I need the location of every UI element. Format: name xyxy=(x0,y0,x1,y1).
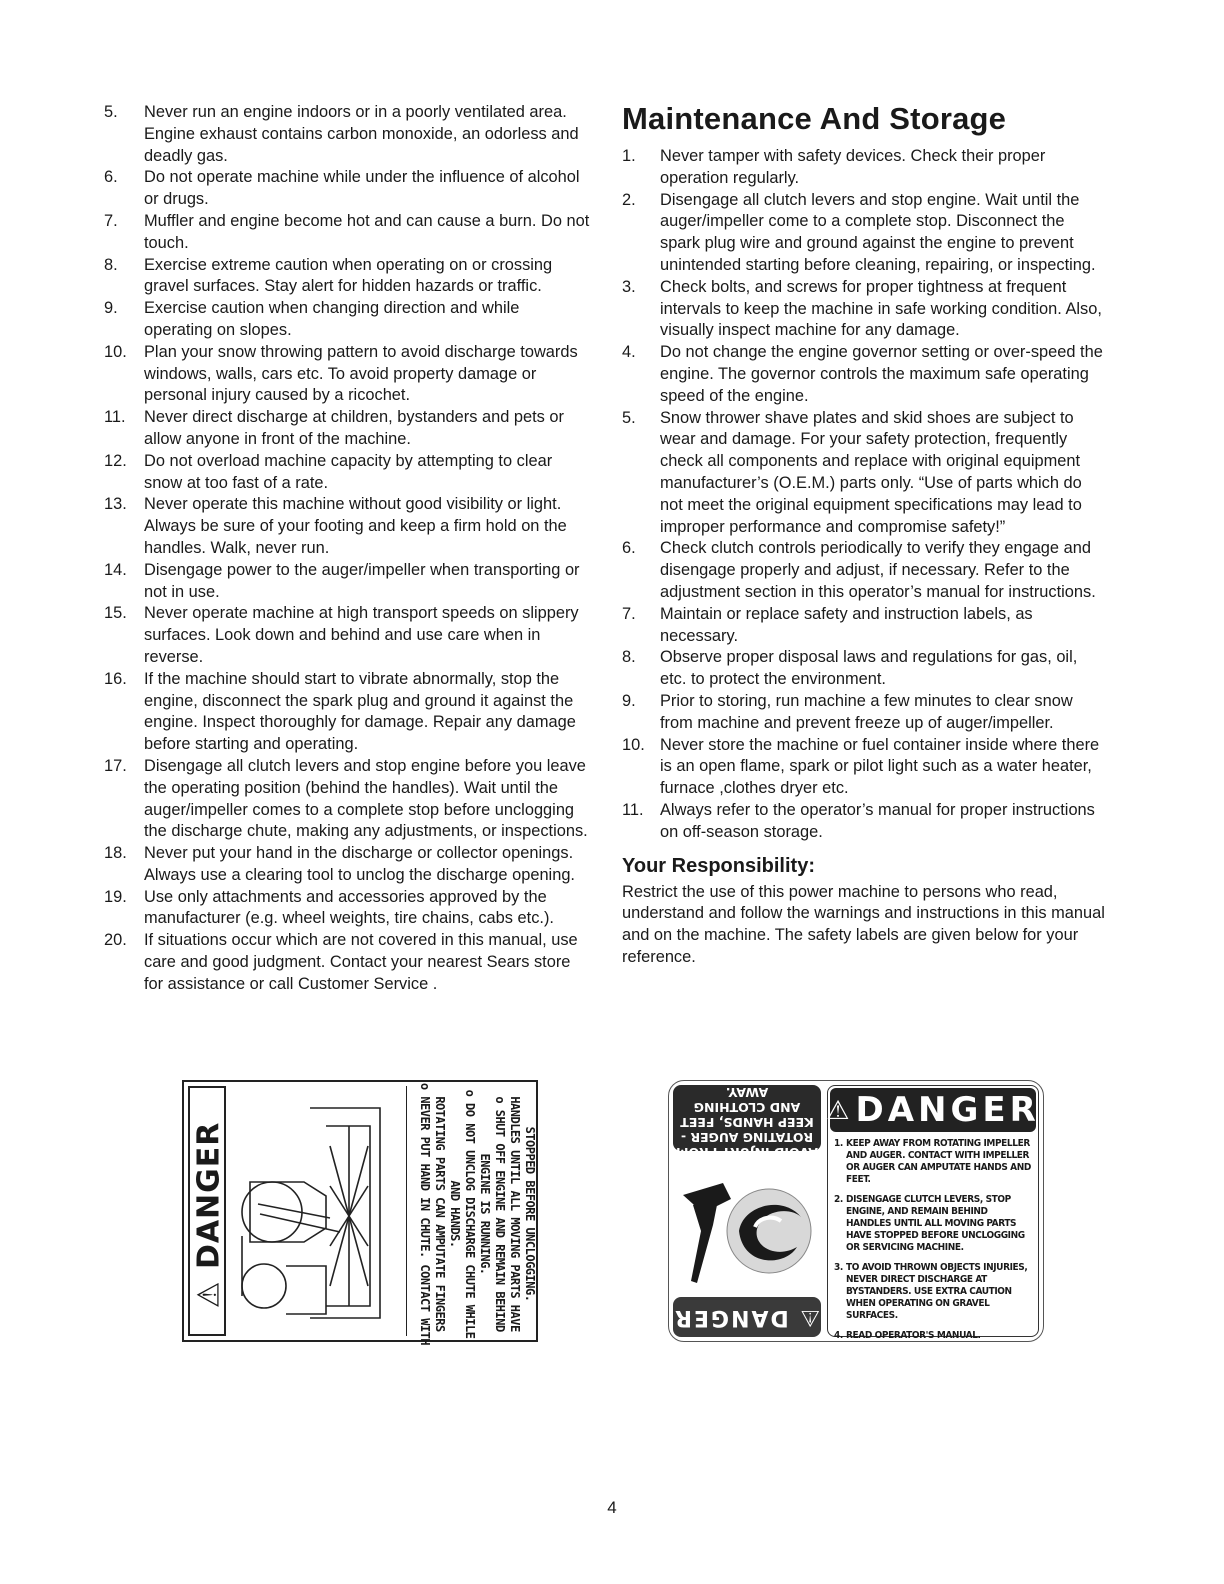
label-warning-line: o NEVER PUT HAND IN CHUTE. CONTACT WITH xyxy=(418,1082,432,1346)
label-warning-text xyxy=(410,1082,537,1346)
label-instructions-list xyxy=(834,1138,1034,1350)
label-warning-line: ROTATING PARTS CAN AMPUTATE FINGERS xyxy=(433,1096,447,1332)
item-number: 13. xyxy=(104,495,127,514)
label-instruction-number: 4. xyxy=(834,1330,843,1341)
mirrored-danger-text: ⚠ DANGER xyxy=(673,1304,821,1330)
label-instruction xyxy=(834,1138,1034,1186)
maintenance-item xyxy=(622,647,1106,691)
item-text: Muffler and engine become hot and can cause a burn. Do not touch. xyxy=(144,211,590,252)
responsibility-heading: Your Responsibility: xyxy=(622,854,815,877)
item-text: Disengage all clutch levers and stop engine. Wait until the auger/impeller come to a complete stop. Disconnect the spark plug wire and ground against the engine to prevent unintended starting before cleaning, repairing, or inspecting. xyxy=(660,190,1096,274)
maintenance-item xyxy=(622,735,1106,800)
mirrored-warning xyxy=(673,1085,821,1160)
label-instruction-number: 1. xyxy=(834,1138,843,1149)
item-number: 4. xyxy=(622,343,636,362)
item-text: Disengage all clutch levers and stop engine before you leave the operating position (behind the handles). Wait until the auger/impeller comes to a complete stop before unclogging the discharge chute, making any adjustments, or inspections. xyxy=(144,756,588,841)
responsibility-text: Restrict the use of this power machine to persons who read, understand and follow the warnings and instructions in this manual and on the machine. The safety labels are given below for your reference. xyxy=(622,882,1105,966)
safety-rules-list xyxy=(104,102,590,996)
label-instruction-number: 3. xyxy=(834,1262,843,1273)
label-warning-line: STOPPED BEFORE UNCLOGGING. xyxy=(523,1126,537,1302)
item-number: 16. xyxy=(104,669,127,688)
danger-banner xyxy=(826,1088,1040,1132)
item-text: Always refer to the operator’s manual for proper instructions on off-season storage. xyxy=(660,800,1095,841)
mirrored-danger-banner xyxy=(673,1297,821,1337)
danger-label-chute xyxy=(182,1080,538,1346)
item-number: 20. xyxy=(104,931,127,950)
item-number: 11. xyxy=(622,800,644,819)
item-text: Check bolts, and screws for proper tightness at frequent intervals to keep the machine in safe working condition. Also, visually inspect machine for any damage. xyxy=(660,277,1102,340)
mirrored-warning-text: AVOID INJURY FROM ROTATING AUGER - KEEP HANDS, FEET AND CLOTHING AWAY. xyxy=(676,1085,818,1160)
item-text: Check clutch controls periodically to verify they engage and disengage properly and adjust, if necessary. Refer to the adjustment section in this operator’s manual for instructions. xyxy=(660,539,1096,601)
item-number: 8. xyxy=(622,648,636,667)
item-text: If the machine should start to vibrate abnormally, stop the engine, disconnect the spark plug and ground it against the engine. Inspect thoroughly for damage. Repair any damage before starting and operating. xyxy=(144,669,576,754)
label-instruction xyxy=(834,1262,1034,1322)
item-text: Observe proper disposal laws and regulations for gas, oil, etc. to protect the environment. xyxy=(660,648,1078,689)
safety-rule-item xyxy=(104,560,590,604)
item-text: Never store the machine or fuel container inside where there is an open flame, spark or pilot light such as a water heater, furnace ,clothes dryer etc. xyxy=(660,735,1100,798)
item-text: Do not change the engine governor setting or over-speed the engine. The governor controls the maximum safe operating speed of the engine. xyxy=(660,343,1103,405)
item-number: 3. xyxy=(622,277,636,296)
danger-word-vertical: ⚠ DANGER xyxy=(191,1121,227,1309)
label-instruction-number: 2. xyxy=(834,1194,843,1205)
item-number: 9. xyxy=(104,299,118,318)
item-number: 2. xyxy=(622,190,636,209)
item-text: Do not operate machine while under the influence of alcohol or drugs. xyxy=(144,168,580,209)
item-number: 7. xyxy=(104,211,118,230)
label-instruction xyxy=(834,1194,1034,1254)
maintenance-item xyxy=(622,146,1106,190)
maintenance-item xyxy=(622,800,1106,844)
snowthrower-chute-illustration xyxy=(230,1086,407,1336)
item-text: Prior to storing, run machine a few minutes to clear snow from machine and prevent freeze up of auger/impeller. xyxy=(660,691,1073,732)
item-number: 18. xyxy=(104,844,127,863)
item-number: 8. xyxy=(104,255,118,274)
label-warning-line: ENGINE IS RUNNING. xyxy=(478,1153,492,1275)
item-text: Maintain or replace safety and instruction labels, as necessary. xyxy=(660,604,1033,645)
item-number: 12. xyxy=(104,451,127,470)
safety-rule-item xyxy=(104,255,590,299)
item-text: Do not overload machine capacity by attempting to clear snow at too fast of a rate. xyxy=(144,451,553,492)
item-text: If situations occur which are not covered in this manual, use care and good judgment. Contact your nearest Sears store for assistance or call Customer Service . xyxy=(144,931,578,993)
item-number: 5. xyxy=(104,103,118,121)
item-text: Never tamper with safety devices. Check their proper operation regularly. xyxy=(660,147,1046,187)
page-number: 4 xyxy=(607,1498,617,1517)
item-text: Disengage power to the auger/impeller when transporting or not in use. xyxy=(144,560,580,601)
label-right-panel xyxy=(826,1085,1040,1341)
item-text: Never operate machine at high transport speeds on slippery surfaces. Look down and behind and use care when in reverse. xyxy=(144,604,579,666)
maintenance-item xyxy=(622,408,1106,539)
safety-rule-item xyxy=(104,342,590,407)
item-number: 1. xyxy=(622,147,636,165)
auger-hand-pictogram xyxy=(673,1155,821,1295)
safety-rule-item xyxy=(104,102,590,167)
item-number: 15. xyxy=(104,604,127,623)
label-warning-line: o SHUT OFF ENGINE AND REMAIN BEHIND xyxy=(493,1096,507,1332)
safety-rule-item xyxy=(104,298,590,342)
item-number: 10. xyxy=(622,735,645,754)
label-left-panel xyxy=(673,1085,821,1337)
safety-rule-item xyxy=(104,167,590,211)
safety-rule-item xyxy=(104,211,590,255)
item-text: Plan your snow throwing pattern to avoid discharge towards windows, walls, cars etc. To avoid property damage or personal injury caused by a ricochet. xyxy=(144,342,578,405)
left-column xyxy=(104,102,590,996)
safety-rule-item xyxy=(104,843,590,887)
right-column xyxy=(622,100,1106,969)
warning-triangle-icon: ⚠ xyxy=(826,1094,850,1125)
danger-label-impeller xyxy=(668,1080,1044,1342)
safety-rule-item xyxy=(104,930,590,995)
label-instruction-text: TO AVOID THROWN OBJECTS INJURIES, NEVER DIRECT DISCHARGE AT BYSTANDERS. USE EXTRA CAUTION WHEN OPERATING ON GRAVEL SURFACES. xyxy=(846,1262,1028,1321)
danger-word: DANGER xyxy=(855,1090,1040,1130)
safety-rule-item xyxy=(104,603,590,668)
item-number: 7. xyxy=(622,604,636,623)
item-text: Exercise extreme caution when operating on or crossing gravel surfaces. Stay alert for hidden hazards or traffic. xyxy=(144,255,553,296)
safety-rule-item xyxy=(104,756,590,843)
item-number: 5. xyxy=(622,408,636,427)
item-text: Exercise caution when changing direction and while operating on slopes. xyxy=(144,299,520,339)
maintenance-item xyxy=(622,277,1106,342)
item-number: 19. xyxy=(104,887,127,906)
item-number: 17. xyxy=(104,756,127,775)
maintenance-item xyxy=(622,538,1106,603)
label-instruction xyxy=(834,1330,1034,1342)
maintenance-item xyxy=(622,190,1106,277)
safety-rule-item xyxy=(104,887,590,931)
item-text: Never run an engine indoors or in a poorly ventilated area. Engine exhaust contains carbon monoxide, an odorless and deadly gas. xyxy=(144,103,579,165)
item-number: 9. xyxy=(622,691,636,710)
maintenance-item xyxy=(622,691,1106,735)
item-number: 10. xyxy=(104,342,127,361)
label-instruction-text: DISENGAGE CLUTCH LEVERS, STOP ENGINE, AND REMAIN BEHIND HANDLES UNTIL ALL MOVING PARTS HAVE STOPPED BEFORE UNCLOGGING OR SERVICING MACHINE. xyxy=(846,1194,1025,1253)
maintenance-title: Maintenance And Storage xyxy=(622,101,1007,136)
item-number: 6. xyxy=(104,168,118,187)
item-text: Snow thrower shave plates and skid shoes are subject to wear and damage. For your safety protection, frequently check all components and replace with original equipment manufacturer’s (O.E.M.) parts only. “Use of parts which do not meet the original equipment specifications may lead to improper performance and compromise safety!” xyxy=(660,408,1082,536)
label-warning-line: AND HANDS. xyxy=(448,1180,462,1248)
label-instruction-text: READ OPERATOR'S MANUAL. xyxy=(846,1330,981,1341)
item-number: 11. xyxy=(104,408,126,427)
safety-rule-item xyxy=(104,669,590,756)
safety-rule-item xyxy=(104,494,590,559)
maintenance-list xyxy=(622,146,1106,844)
item-text: Never direct discharge at children, bystanders and pets or allow anyone in front of the machine. xyxy=(144,408,565,448)
item-text: Never put your hand in the discharge or collector openings. Always use a clearing tool to unclog the discharge opening. xyxy=(144,844,575,884)
item-text: Never operate this machine without good visibility or light. Always be sure of your footing and keep a firm hold on the handles. Walk, never run. xyxy=(144,495,567,557)
item-number: 14. xyxy=(104,560,127,579)
item-text: Use only attachments and accessories approved by the manufacturer (e.g. wheel weights, tire chains, cabs etc.). xyxy=(144,887,554,928)
safety-rule-item xyxy=(104,407,590,451)
safety-rule-item xyxy=(104,451,590,495)
maintenance-item xyxy=(622,342,1106,407)
danger-strip xyxy=(188,1086,226,1336)
maintenance-item xyxy=(622,604,1106,648)
label-instruction-text: KEEP AWAY FROM ROTATING IMPELLER AND AUGER. CONTACT WITH IMPELLER OR AUGER CAN AMPUTATE HANDS AND FEET. xyxy=(846,1138,1031,1185)
label-warning-line: o DO NOT UNCLOG DISCHARGE CHUTE WHILE xyxy=(463,1089,477,1339)
item-number: 6. xyxy=(622,539,636,558)
label-warning-line: HANDLES UNTIL ALL MOVING PARTS HAVE xyxy=(508,1096,522,1332)
